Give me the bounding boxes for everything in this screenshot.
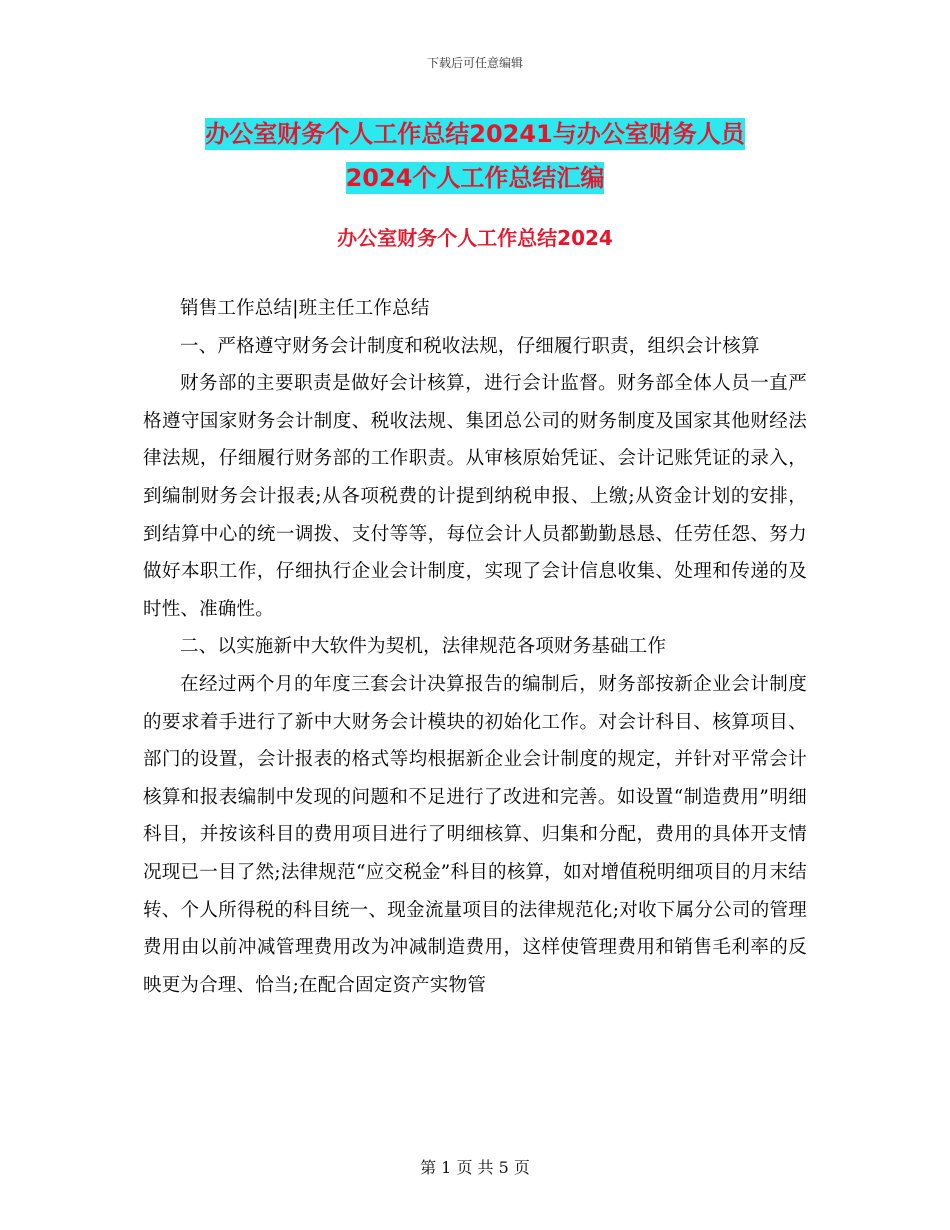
document-title-line-1 xyxy=(0,114,950,149)
paragraph-body-1: 财务部的主要职责是做好会计核算，进行会计监督。财务部全体人员一直严格遵守国家财务会计制度、税收法规、集团总公司的财务制度及国家其他财经法律法规，仔细履行财务部的工作职责。从审核原始凭证、会计记账凭证的录入，到编制财务会计报表;从各项税费的计提到纳税申报、上缴;从资金计划的安排，到结算中心的统一调拨、支付等等，每位会计人员都勤勤恳恳、任劳任怨、努力做好本职工作，仔细执行企业会计制度，实现了会计信息收集、处理和传递的及时性、准确性。 xyxy=(143,373,807,620)
paragraph-category-line: 销售工作总结|班主任工作总结 xyxy=(180,298,430,319)
document-title-text-1: 办公室财务个人工作总结20241与办公室财务人员 xyxy=(205,120,745,148)
document-title-text-2: 2024个人工作总结汇编 xyxy=(345,164,605,192)
section-title: 办公室财务个人工作总结2024 xyxy=(337,226,613,250)
document-title-line-2 xyxy=(0,158,950,193)
body-text xyxy=(143,290,807,1004)
paragraph-heading-1: 一、严格遵守财务会计制度和税收法规，仔细履行职责，组织会计核算 xyxy=(180,335,760,357)
paragraph-body-2: 在经过两个月的年度三套会计决算报告的编制后，财务部按新企业会计制度的要求着手进行了新中大财务会计模块的初始化工作。对会计科目、核算项目、部门的设置，会计报表的格式等均根据新企业会计制度的规定，并针对平常会计核算和报表编制中发现的问题和不足进行了改进和完善。如设置“制造费用”明细科目，并按该科目的费用项目进行了明细核算、归集和分配，费用的具体开支情况现已一目了然;法律规范“应交税金”科目的核算，如对增值税明细项目的月末结转、个人所得税的科目统一、现金流量项目的法律规范化;对收下属分公司的管理费用由以前冲减管理费用改为冲减制造费用，这样使管理费用和销售毛利率的反映更为合理、恰当;在配合固定资产实物管 xyxy=(143,673,807,996)
page-footer: 第 1 页 共 5 页 xyxy=(420,1158,530,1177)
header-note: 下载后可任意编辑 xyxy=(426,56,523,70)
paragraph-heading-2: 二、以实施新中大软件为契机，法律规范各项财务基础工作 xyxy=(180,636,667,658)
